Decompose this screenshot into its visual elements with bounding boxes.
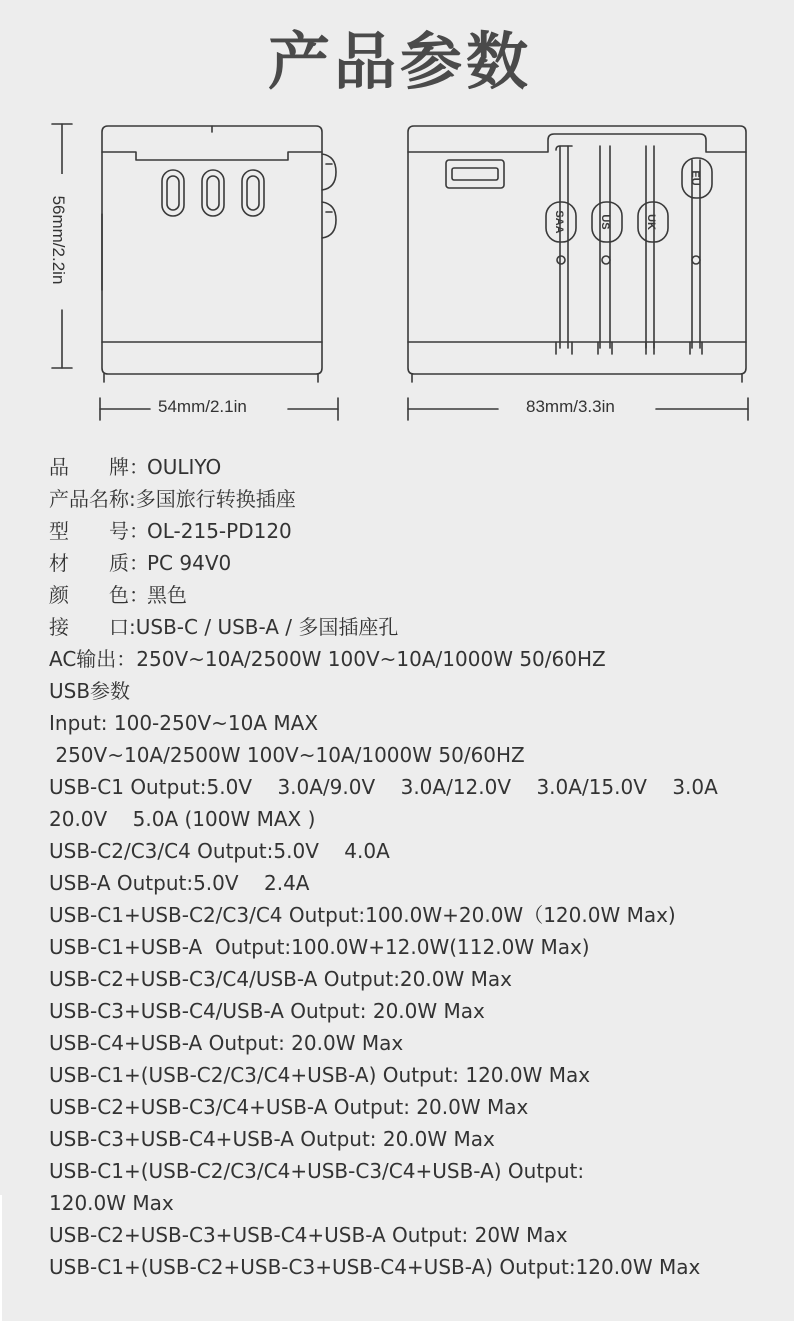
- spec-value: PC 94V0: [147, 551, 232, 575]
- spec-line: USB-C1+(USB-C2/C3/C4+USB-A) Output: 120.0W Max: [49, 1063, 591, 1087]
- front-view: [102, 126, 336, 382]
- spec-line: 250V~10A/2500W 100V~10A/1000W 50/60HZ: [49, 743, 525, 767]
- spec-line: USB-C4+USB-A Output: 20.0W Max: [49, 1031, 404, 1055]
- left-edge-strip: [0, 1195, 2, 1327]
- spec-ac-output: [49, 643, 789, 675]
- spec-value: USB-C / USB-A / 多国插座孔: [135, 615, 399, 639]
- front-width-dimension-label: 54mm/2.1in: [152, 397, 253, 417]
- spec-value: OULIYO: [147, 455, 222, 479]
- spec-key: 材 质：: [49, 551, 149, 575]
- plug-label-saa: SAA: [553, 210, 565, 234]
- spec-value: OL-215-PD120: [147, 519, 292, 543]
- spec-line: USB-C1+USB-C2/C3/C4 Output:100.0W+20.0W（120.0W Max): [49, 903, 676, 927]
- spec-brand: [49, 451, 789, 483]
- spec-line: USB-C3+USB-C4+USB-A Output: 20.0W Max: [49, 1127, 495, 1151]
- spec-model: [49, 515, 789, 547]
- spec-line: USB-C2/C3/C4 Output:5.0V 4.0A: [49, 839, 390, 863]
- spec-key: 产品名称:: [49, 487, 136, 511]
- spec-key: 颜 色：: [49, 583, 149, 607]
- spec-line: 20.0V 5.0A (100W MAX ): [49, 807, 316, 831]
- side-view: [408, 126, 746, 382]
- spec-line: USB-C1+USB-A Output:100.0W+12.0W(112.0W Max): [49, 935, 590, 959]
- spec-value: 黑色: [147, 583, 187, 607]
- spec-product-name: [49, 483, 789, 515]
- spec-ports: [49, 611, 789, 643]
- spec-list: [49, 451, 789, 1283]
- dimension-drawing: [0, 110, 800, 430]
- spec-key: 品 牌：: [49, 455, 149, 479]
- spec-line: Input: 100-250V~10A MAX: [49, 711, 319, 735]
- height-dimension-label: 56mm/2.2in: [48, 174, 68, 306]
- right-edge-strip: [794, 0, 800, 1327]
- spec-key: AC输出：: [49, 647, 137, 671]
- spec-value: 250V~10A/2500W 100V~10A/1000W 50/60HZ: [136, 647, 606, 671]
- spec-line: USB-C1+(USB-C2/C3/C4+USB-C3/C4+USB-A) Output:: [49, 1159, 585, 1183]
- spec-line: USB-C1 Output:5.0V 3.0A/9.0V 3.0A/12.0V 3.0A/15.0V 3.0A: [49, 775, 718, 799]
- spec-line: USB-C2+USB-C3/C4/USB-A Output:20.0W Max: [49, 967, 512, 991]
- plug-label-eu: EU: [689, 170, 701, 186]
- plug-label-uk: UK: [645, 214, 657, 230]
- spec-material: [49, 547, 789, 579]
- spec-color: [49, 579, 789, 611]
- spec-line: USB-C2+USB-C3+USB-C4+USB-A Output: 20W Max: [49, 1223, 568, 1247]
- spec-value: 多国旅行转换插座: [135, 487, 296, 511]
- plug-label-us: US: [599, 214, 611, 230]
- spec-line: USB-C1+(USB-C2+USB-C3+USB-C4+USB-A) Output:120.0W Max: [49, 1255, 701, 1279]
- bottom-edge-strip: [0, 1321, 800, 1327]
- spec-usb-heading: USB参数: [49, 679, 131, 703]
- adapter-line-drawing: [0, 110, 800, 430]
- spec-line: USB-C3+USB-C4/USB-A Output: 20.0W Max: [49, 999, 485, 1023]
- spec-key: 接 口:: [49, 615, 136, 639]
- spec-line: 120.0W Max: [49, 1191, 174, 1215]
- page-title: 产品参数: [267, 25, 532, 98]
- side-width-dimension-label: 83mm/3.3in: [520, 397, 621, 417]
- spec-line: USB-C2+USB-C3/C4+USB-A Output: 20.0W Max: [49, 1095, 529, 1119]
- spec-key: 型 号：: [49, 519, 149, 543]
- spec-line: USB-A Output:5.0V 2.4A: [49, 871, 310, 895]
